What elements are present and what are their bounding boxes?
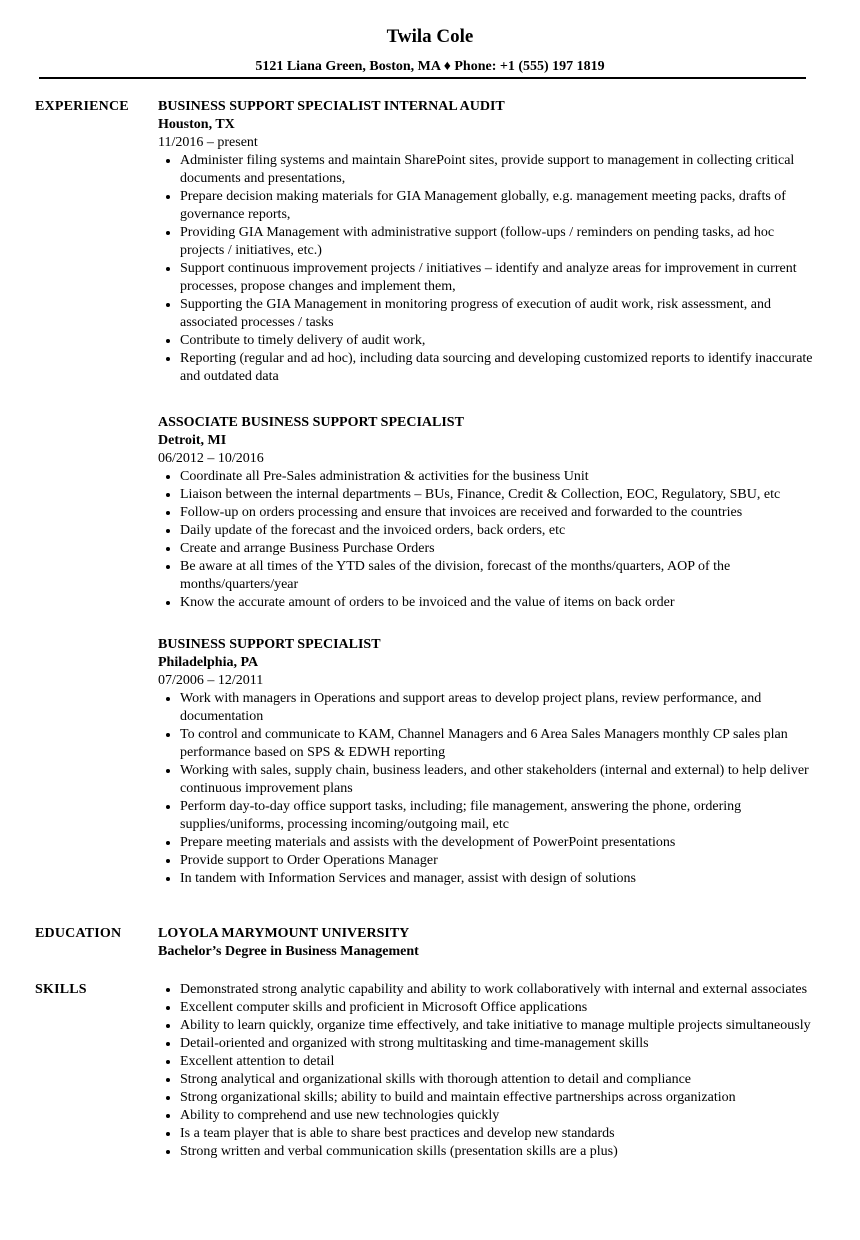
skill-item: • Excellent computer skills and proficient in Microsoft Office applications	[180, 999, 818, 1017]
job-location: Detroit, MI	[158, 433, 227, 448]
bullet-item: • Supporting the GIA Management in monitoring progress of execution of audit work, risk assessment, and associated processes / tasks	[180, 296, 818, 332]
bullet-item: • Be aware at all times of the YTD sales of the division, forecast of the months/quarters, AOP of the months/quarters/year	[180, 558, 818, 594]
education-body	[158, 925, 818, 961]
skill-item: • Is a team player that is able to share best practices and develop new standards	[180, 1125, 818, 1143]
job-bullets	[158, 152, 818, 386]
bullet-item: • In tandem with Information Services and manager, assist with design of solutions	[180, 870, 818, 888]
bullet-item: • Prepare meeting materials and assists with the development of PowerPoint presentations	[180, 834, 818, 852]
bullet-item: • Coordinate all Pre-Sales administration & activities for the business Unit	[180, 468, 818, 486]
bullet-item: • Liaison between the internal departments – BUs, Finance, Credit & Collection, EOC, Regulatory, SBU, etc	[180, 486, 818, 504]
section-label-skills: SKILLS	[35, 982, 87, 997]
degree-name: Bachelor’s Degree in Business Management	[158, 944, 419, 959]
skill-item: • Ability to learn quickly, organize time effectively, and take initiative to manage multiple projects simultaneously	[180, 1017, 818, 1035]
bullet-item: • Administer filing systems and maintain SharePoint sites, provide support to management in collecting critical documents and presentations,	[180, 152, 818, 188]
section-label-education: EDUCATION	[35, 926, 122, 941]
job-dates: 07/2006 – 12/2011	[158, 673, 264, 688]
bullet-item: • Know the accurate amount of orders to be invoiced and the value of items on back order	[180, 594, 818, 612]
job-entry	[158, 98, 818, 386]
bullet-item: • Reporting (regular and ad hoc), including data sourcing and developing customized reports to identify inaccurate and outdated data	[180, 350, 818, 386]
bullet-item: • Support continuous improvement projects / initiatives – identify and analyze areas for improvement in current processes, propose changes and implement them,	[180, 260, 818, 296]
job-dates: 06/2012 – 10/2016	[158, 451, 264, 466]
candidate-name: Twila Cole	[386, 26, 474, 47]
bullet-item: • Create and arrange Business Purchase Orders	[180, 540, 818, 558]
bullet-item: • Perform day-to-day office support tasks, including; file management, answering the phone, ordering supplies/uniforms, processing incoming/outgoing mail, etc	[180, 798, 818, 834]
job-entry	[158, 636, 818, 888]
job-title: ASSOCIATE BUSINESS SUPPORT SPECIALIST	[158, 415, 464, 430]
skills-list	[158, 981, 818, 1161]
experience-body	[158, 98, 818, 905]
skill-item: • Demonstrated strong analytic capability and ability to work collaboratively with internal and external associates	[180, 981, 818, 999]
bullet-item: • Provide support to Order Operations Manager	[180, 852, 818, 870]
bullet-item: • Work with managers in Operations and support areas to develop project plans, review performance, and documentation	[180, 690, 818, 726]
skill-item: • Excellent attention to detail	[180, 1053, 818, 1071]
skills-body	[158, 981, 818, 1161]
contact-line: 5121 Liana Green, Boston, MA ♦ Phone: +1 (555) 197 1819	[255, 59, 605, 74]
school-name: LOYOLA MARYMOUNT UNIVERSITY	[158, 926, 410, 941]
job-title: BUSINESS SUPPORT SPECIALIST	[158, 637, 381, 652]
bullet-item: • To control and communicate to KAM, Channel Managers and 6 Area Sales Managers monthly CP sales plan performance based on SPS & EDWH reporting	[180, 726, 818, 762]
bullet-item: • Prepare decision making materials for GIA Management globally, e.g. management meeting packs, drafts of governance reports,	[180, 188, 818, 224]
bullet-item: • Providing GIA Management with administrative support (follow-ups / reminders on pending tasks, ad hoc projects / initiatives, etc.)	[180, 224, 818, 260]
header-divider	[39, 77, 806, 79]
job-bullets	[158, 468, 818, 612]
job-location: Houston, TX	[158, 117, 235, 132]
job-title: BUSINESS SUPPORT SPECIALIST INTERNAL AUDIT	[158, 99, 505, 114]
job-location: Philadelphia, PA	[158, 655, 259, 670]
job-bullets	[158, 690, 818, 888]
skill-item: • Detail-oriented and organized with strong multitasking and time-management skills	[180, 1035, 818, 1053]
skill-item: • Strong organizational skills; ability to build and maintain effective partnerships across organization	[180, 1089, 818, 1107]
skill-item: • Strong written and verbal communication skills (presentation skills are a plus)	[180, 1143, 818, 1161]
bullet-item: • Contribute to timely delivery of audit work,	[180, 332, 818, 350]
skill-item: • Strong analytical and organizational skills with thorough attention to detail and compliance	[180, 1071, 818, 1089]
section-label-experience: EXPERIENCE	[35, 99, 129, 114]
bullet-item: • Working with sales, supply chain, business leaders, and other stakeholders (internal and external) to help deliver continuous improvement plans	[180, 762, 818, 798]
bullet-item: • Daily update of the forecast and the invoiced orders, back orders, etc	[180, 522, 818, 540]
job-entry	[158, 414, 818, 612]
skill-item: • Ability to comprehend and use new technologies quickly	[180, 1107, 818, 1125]
bullet-item: • Follow-up on orders processing and ensure that invoices are received and forwarded to the countries	[180, 504, 818, 522]
job-dates: 11/2016 – present	[158, 135, 258, 150]
